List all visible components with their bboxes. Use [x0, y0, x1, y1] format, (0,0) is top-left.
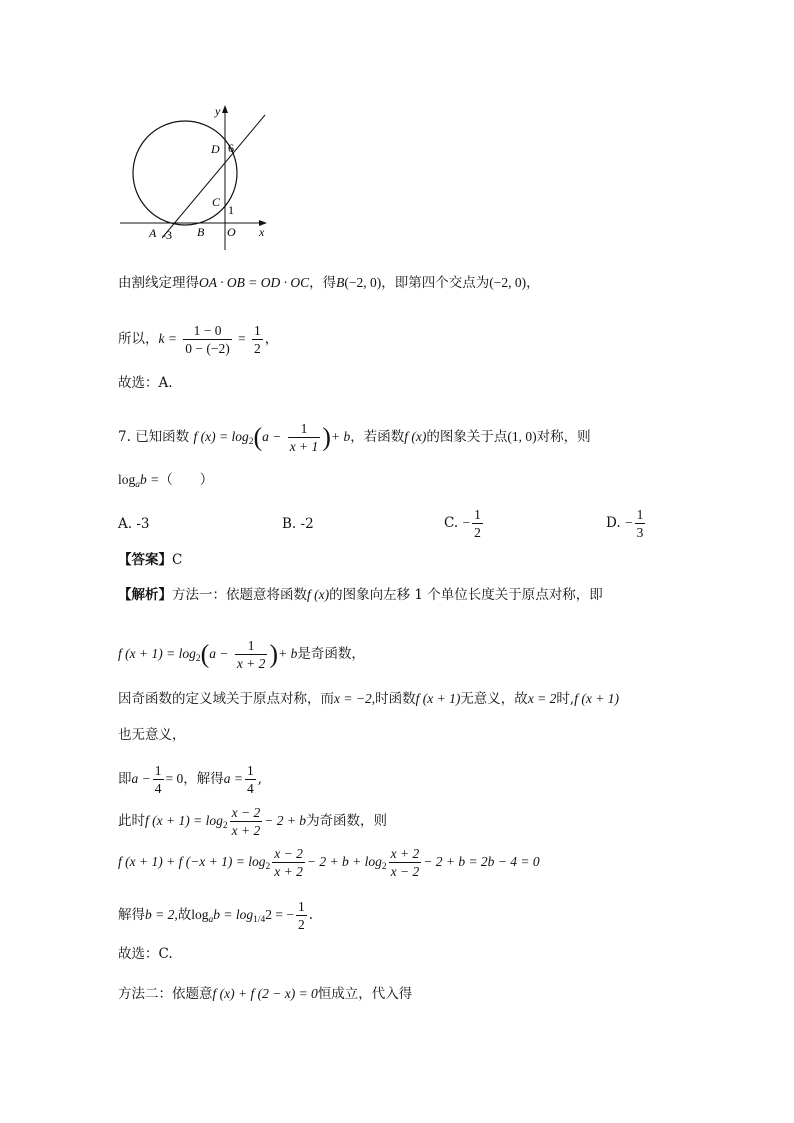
method-two-line: 方法二：依题意f (x) + f (2 − x) = 0恒成立，代入得 [118, 986, 413, 1002]
label-O: O [227, 225, 236, 239]
options-row [118, 507, 678, 546]
odd-function-equation: f $(x + 1) = \log_2(a$ − $\frac{1}{x + 2}$ )+ b是奇函数， [118, 638, 365, 671]
y-axis-arrow [222, 105, 228, 113]
question-7: 7. 已知函数 f $(x) = \log_2(a$ − $\frac{1}{x + 1}$ )+ b，若函数f (x)的图象关于点(1, 0)对称，则 [118, 421, 591, 454]
secant-theorem-line: 由割线定理得OA · OB = OD · OC，得B(−2, 0)，即第四个交点为(−2, 0)， [118, 275, 540, 291]
sum-equation-line: f (x + 1) + f $(-x + 1) = \log_2$ $\frac{x - 2}{x + 2}$ − $2 + b + \log_2$ $\frac{x + 2}{x - 2}$ − 2 + b = 2b − 4 = 0 [118, 846, 540, 879]
label-1: 1 [228, 203, 234, 217]
choice-c-line: 故选：C. [118, 946, 173, 962]
choice-a-line: 故选：A. [118, 375, 173, 391]
label-neg3: -3 [162, 228, 172, 242]
figure-secant-line [162, 115, 265, 238]
label-x: x [259, 225, 265, 239]
label-D: D [211, 142, 220, 156]
solve-a-line: 即a − $\frac{1}{4}$ = 0，解得a = $\frac{1}{4}$ , [118, 763, 263, 796]
option-c: C. − $\frac{1}{2}$ [444, 507, 481, 540]
option-a: A. -3 [118, 516, 150, 532]
q7-fraction: $\frac{1}{x + 1}$ [289, 421, 319, 454]
question-7-target: $\log_ab$ =（ ） [118, 472, 214, 490]
label-B: B [197, 225, 205, 239]
label-y: y [215, 104, 221, 118]
analysis-intro: 【解析】方法一：依题意将函数f (x)的图象向左移 1 个单位长度关于原点对称，即 [118, 587, 603, 603]
slope-result-fraction: $\frac{1}{2}$ [253, 323, 261, 356]
label-C: C [212, 195, 221, 209]
solve-b-line: 解得b = 2,故$\log_ab = \log_{1/4}2$ = − $\frac{1}{2}$ . [118, 899, 314, 932]
odd-check-line: 此时f $(x + 1) = \log_2$ $\frac{x - 2}{x + 2}$ − 2 + b为奇函数，则 [118, 805, 388, 838]
slope-fraction: $\frac{1 - 0}{0 - (-2)}$ [185, 323, 230, 356]
label-A: A [149, 226, 157, 240]
circle-figure [115, 95, 285, 255]
slope-line: 所以，k = $\frac{1 - 0}{0 - (-2)}$ = $\frac{1}{2}$ ， [118, 323, 279, 356]
option-d: D. − $\frac{1}{3}$ [606, 507, 644, 540]
option-b: B. -2 [282, 516, 314, 532]
label-6: 6 [228, 141, 234, 155]
figure-circle [133, 121, 237, 225]
domain-symmetry-line: 因奇函数的定义域关于原点对称，而x = −2,时函数f (x + 1)无意义，故x = 2时,f (x + 1) [118, 691, 619, 707]
answer-line: 【答案】C [118, 552, 183, 568]
also-undefined-line: 也无意义， [118, 727, 186, 743]
